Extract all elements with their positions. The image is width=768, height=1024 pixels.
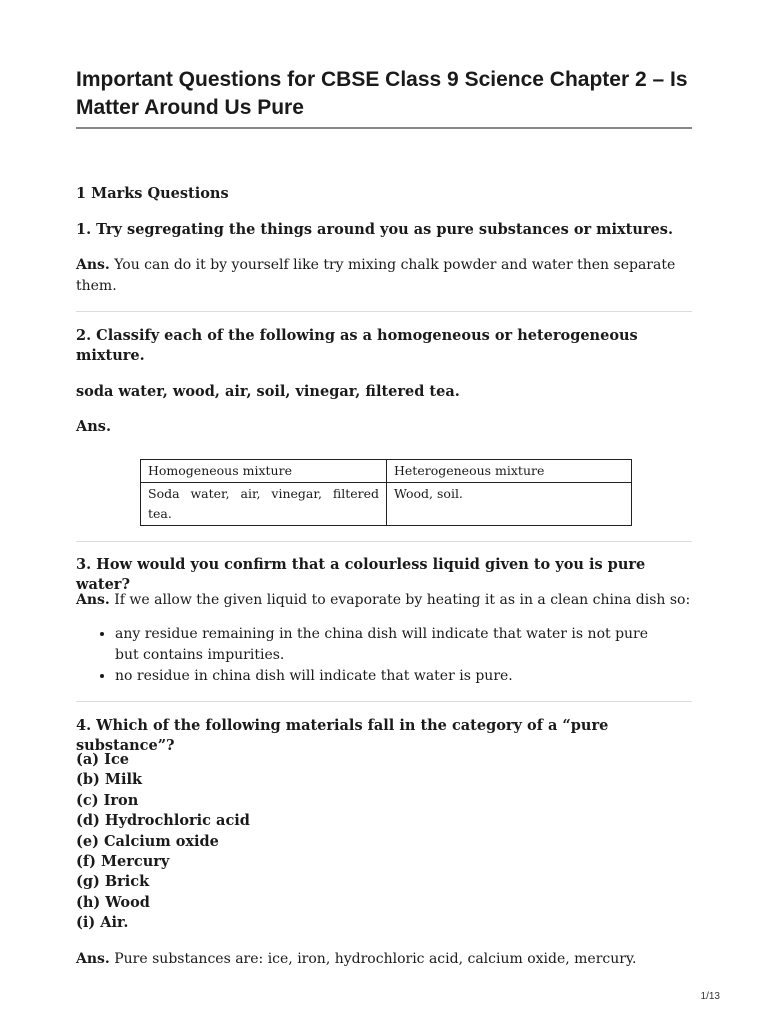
option-item: (a) Ice: [76, 751, 130, 768]
option-item: (f) Mercury: [76, 853, 170, 871]
option-item: (e) Calcium oxide: [76, 832, 219, 850]
question-divider: [76, 701, 692, 702]
page-title: Important Questions for CBSE Class 9 Science Chapter 2 – Is Matter Around Us Pure: [76, 68, 688, 119]
answer-3-text: If we allow the given liquid to evaporate by heating it as in a clean china dish so:: [114, 592, 691, 608]
answer-2-label: Ans.: [76, 418, 112, 435]
page-number: 1/13: [700, 991, 720, 1002]
question-4-options: [76, 750, 250, 934]
answer-3: [76, 590, 692, 611]
question-divider: [76, 311, 692, 312]
question-4: 4. Which of the following materials fall in the category of a “pure substance”?: [76, 717, 609, 754]
option-item: (d) Hydrochloric acid: [76, 812, 250, 830]
answer-1: [76, 255, 676, 297]
answer-1-text: You can do it by yourself like try mixing chalk powder and water then separate them.: [76, 257, 676, 294]
table-header-row: [141, 460, 632, 483]
ans-label: Ans.: [76, 257, 110, 273]
ans-label: Ans.: [76, 951, 110, 967]
question-3: 3. How would you confirm that a colourless liquid given to you is pure water?: [76, 556, 646, 593]
title-divider: [76, 127, 692, 129]
answer-4: [76, 949, 692, 970]
question-1: 1. Try segregating the things around you as pure substances or mixtures.: [76, 221, 673, 238]
mixture-table: [140, 459, 632, 526]
option-item: (g) Brick: [76, 873, 150, 891]
table-row: [141, 483, 632, 526]
ans-label: Ans.: [76, 592, 110, 608]
section-heading: 1 Marks Questions: [76, 185, 229, 202]
question-2-items: soda water, wood, air, soil, vinegar, filtered tea.: [76, 383, 460, 400]
answer-4-text: Pure substances are: ice, iron, hydrochloric acid, calcium oxide, mercury.: [114, 951, 637, 967]
table-header-heterogeneous: Heterogeneous mixture: [387, 460, 632, 483]
option-item: (b) Milk: [76, 771, 143, 789]
question-divider: [76, 541, 692, 542]
list-item: • no residue in china dish will indicate that water is pure.: [115, 666, 675, 687]
table-header-homogeneous: Homogeneous mixture: [141, 460, 387, 483]
option-item: (c) Iron: [76, 791, 139, 809]
option-item: (i) Air.: [76, 914, 129, 932]
question-2: 2. Classify each of the following as a homogeneous or heterogeneous mixture.: [76, 327, 638, 364]
answer-3-bullets: [96, 624, 675, 687]
table-cell-homogeneous: Soda water, air, vinegar, filtered tea.: [141, 483, 387, 526]
list-item: • any residue remaining in the china dish will indicate that water is not pure but contains impurities.: [115, 624, 675, 666]
option-item: (h) Wood: [76, 893, 150, 911]
table-cell-heterogeneous: Wood, soil.: [387, 483, 632, 526]
